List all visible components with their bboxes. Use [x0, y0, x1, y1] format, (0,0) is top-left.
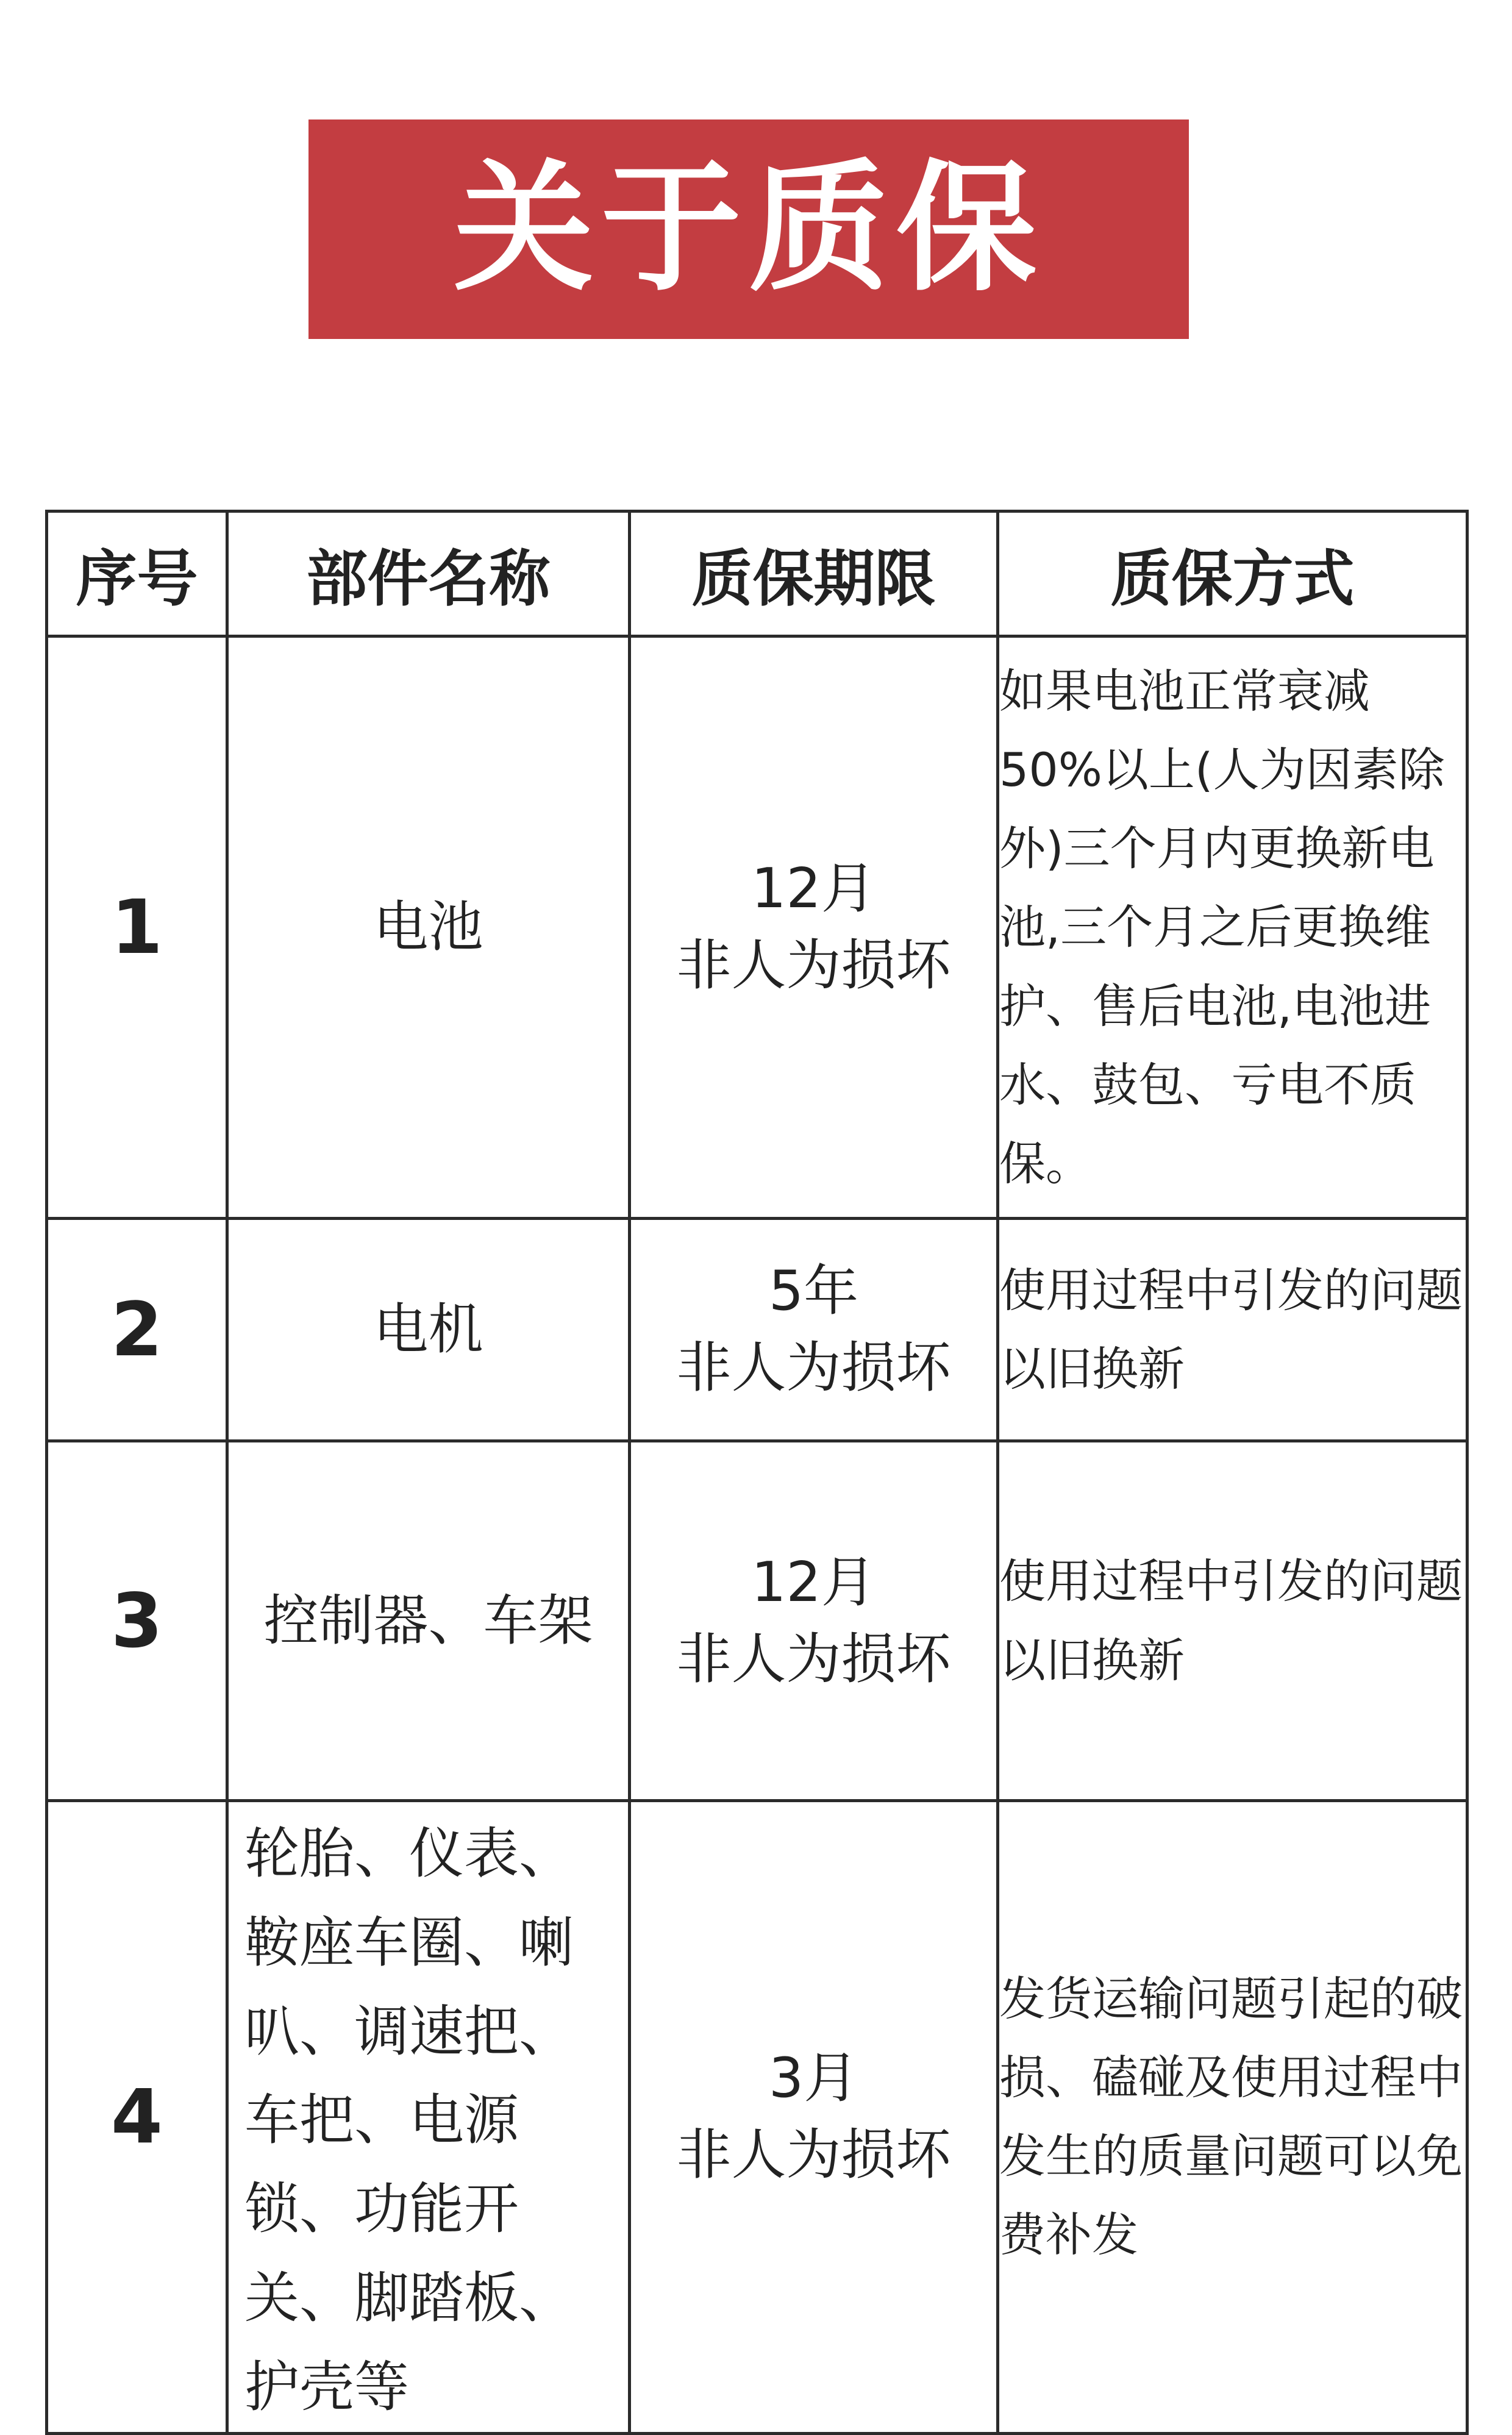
table-row — [47, 1801, 1467, 2434]
row-method: 如果电池正常衰减50%以上(人为因素除外)三个月内更换新电池,三个月之后更换维护、售后电池,电池进水、鼓包、亏电不质保。 — [998, 636, 1467, 1219]
table-row — [47, 1441, 1467, 1801]
header-index: 序号 — [47, 512, 227, 636]
row-method: 使用过程中引发的问题以旧换新 — [998, 1441, 1467, 1801]
table-row — [47, 1219, 1467, 1441]
warranty-table — [45, 510, 1469, 2435]
row-index: 3 — [47, 1441, 227, 1801]
row-index: 2 — [47, 1219, 227, 1441]
period-time: 12月 — [751, 1550, 876, 1614]
row-period — [630, 636, 998, 1219]
period-time: 12月 — [751, 857, 876, 921]
row-index: 1 — [47, 636, 227, 1219]
header-part: 部件名称 — [227, 512, 630, 636]
row-period — [630, 1441, 998, 1801]
header-method: 质保方式 — [998, 512, 1467, 636]
row-period — [630, 1219, 998, 1441]
title-banner — [308, 119, 1189, 339]
period-time: 3月 — [768, 2046, 859, 2111]
row-method: 发货运输问题引起的破损、磕碰及使用过程中发生的质量问题可以免费补发 — [998, 1801, 1467, 2434]
row-period — [630, 1801, 998, 2434]
row-part: 电机 — [227, 1219, 630, 1441]
period-condition: 非人为损坏 — [676, 933, 951, 997]
row-part: 控制器、车架 — [227, 1441, 630, 1801]
row-part: 轮胎、仪表、鞍座车圈、喇叭、调速把、车把、电源锁、功能开关、脚踏板、护壳等 — [227, 1801, 630, 2434]
period-time: 5年 — [768, 1259, 859, 1323]
row-part: 电池 — [227, 636, 630, 1219]
period-condition: 非人为损坏 — [676, 2123, 951, 2187]
header-period: 质保期限 — [630, 512, 998, 636]
banner-title: 关于质保 — [453, 148, 1044, 310]
period-condition: 非人为损坏 — [676, 1336, 951, 1400]
table-row — [47, 636, 1467, 1219]
row-method: 使用过程中引发的问题以旧换新 — [998, 1219, 1467, 1441]
table-header-row — [47, 512, 1467, 636]
row-index: 4 — [47, 1801, 227, 2434]
period-condition: 非人为损坏 — [676, 1627, 951, 1691]
